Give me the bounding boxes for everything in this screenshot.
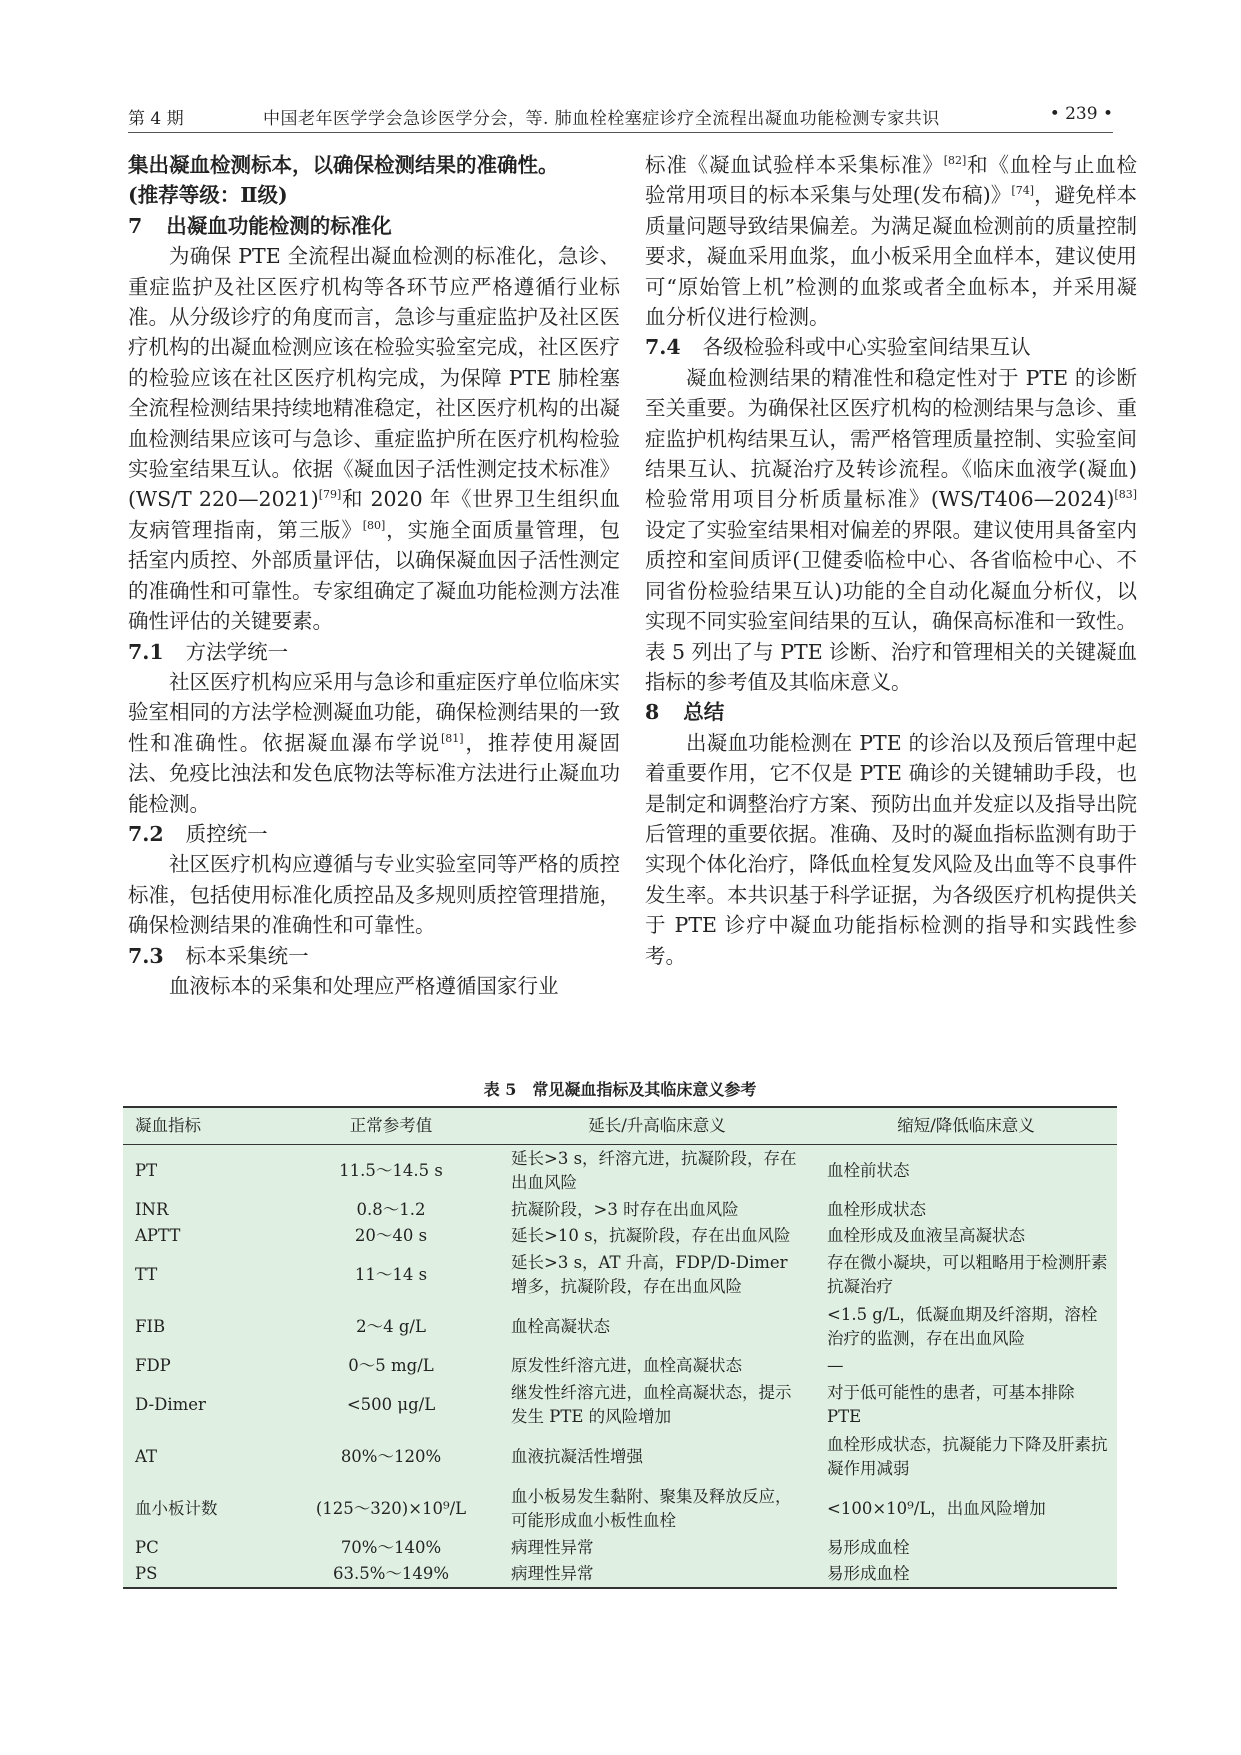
paragraph-text: 标准《凝血试验样本采集标准》 [645,153,944,177]
table-cell: 血栓高凝状态 [511,1316,610,1336]
paragraph-text: 和《血栓与止血检验常用项目的标本采集与处理(发布稿)》 [645,153,1138,208]
paragraph [128,241,620,636]
section-number: 7.4 [645,335,681,360]
table-cell: 11.5～14.5 s [339,1160,443,1180]
table-cell: FDP [135,1355,171,1375]
table-cell: 血栓形成及血液呈高凝状态 [827,1225,1025,1245]
table-cell: <100×10⁹/L，出血风险增加 [827,1498,1046,1518]
table-cell: 80%～120% [340,1446,442,1466]
section-heading-7-4 [645,332,1137,362]
section-title: 各级检验科或中心实验室间结果互认 [702,335,1031,360]
table-cell: 11～14 s [354,1264,428,1284]
table-cell: TT [135,1264,158,1284]
table-cell: D-Dimer [135,1394,206,1414]
citation-ref: [83] [1114,488,1137,502]
table-cell: 血栓形成状态 [827,1199,926,1219]
table-cell: INR [135,1199,169,1219]
paragraph-text: ，实施全面质量管理，包括室内质控、外部质量评估，以确保凝血因子活性测定的准确性和可靠性。专家组确定了凝血功能检测方法准确性评估的关键要素。 [128,517,620,634]
table-cell: 延长>3 s，AT 升高，FDP/D-Dimer 增多，抗凝阶段，存在出血风险 [511,1252,788,1296]
section-heading-7-3 [128,941,620,971]
table-cell: 易形成血栓 [827,1537,910,1557]
citation-ref: [81] [440,731,464,745]
issue-number: 第 4 期 [128,109,184,129]
column-header: 正常参考值 [349,1116,433,1135]
table-cell: 病理性异常 [511,1537,594,1557]
table-5 [123,1077,1117,1589]
section-title: 质控统一 [185,821,268,846]
section-number: 7.3 [128,943,164,968]
recommendation-grade: (推荐等级：Ⅱ级) [128,183,288,208]
table-caption: 表 5 常见凝血指标及其临床意义参考 [483,1080,757,1099]
section-title: 出凝血功能检测的标准化 [166,213,392,238]
paragraph-text: 设定了实验室结果相对偏差的界限。建议使用具备室内质控和室间质评(卫健委临检中心、各省临检中心、不同省份检验结果互认)功能的全自动化凝血分析仪，以实现不同实验室间结果的互认，确保高标准和一致性。表 5 列出了与 PTE 诊断、治疗和管理相关的关键凝血指标的参考值及其临床意义。 [645,517,1137,694]
table-cell: 63.5%～149% [332,1563,450,1583]
section-number: 8 [645,700,660,725]
table-cell: 继发性纤溶亢进，血栓高凝状态，提示发生 PTE 的风险增加 [511,1382,792,1426]
paragraph: 社区医疗机构应遵循与专业实验室同等严格的质控标准，包括使用标准化质控品及多规则质控管理措施，确保检测结果的准确性和可靠性。 [128,852,620,938]
page-number: • 239 • [1049,104,1113,124]
table-cell: 0～5 mg/L [348,1355,434,1375]
table-row [123,1353,1117,1379]
citation-ref: [74] [1011,184,1034,198]
paragraph: 出凝血功能检测在 PTE 的诊治以及预后管理中起着重要作用，它不仅是 PTE 确诊的关键辅助手段，也是制定和调整治疗方案、预防出血并发症以及指导出院后管理的重要依据。准确、及时的凝血指标监测有助于实现个体化治疗，降低血栓复发风险及出血等不良事件发生率。本共识基于科学证据，为各级医疗机构提供关于 PTE 诊疗中凝血功能指标检测的指导和实践性参考。 [645,730,1137,968]
table-cell: 抗凝阶段，>3 时存在出血风险 [511,1199,739,1219]
table-row [123,1483,1117,1535]
citation-ref: [79] [318,488,342,502]
table-cell: 存在微小凝块，可以粗略用于检测肝素抗凝治疗 [827,1252,1108,1296]
section-number: 7.1 [128,639,164,664]
column-header: 延长/升高临床意义 [588,1116,726,1135]
table-cell: FIB [135,1316,166,1336]
table-cell: <500 μg/L [346,1394,436,1414]
table-cell: 2～4 g/L [356,1316,426,1336]
table-row [123,1197,1117,1223]
paragraph-text: ，避免样本质量问题导致结果偏差。为满足凝血检测前的质量控制要求，凝血采用血浆，血小板采用全血样本，建议使用可“原始管上机”检测的血浆或者全血标本，并采用凝血分析仪进行检测。 [645,183,1138,330]
paragraph [645,363,1137,697]
section-number: 7.2 [128,821,164,846]
table-cell: — [827,1355,844,1375]
table-row [123,1431,1117,1483]
table-cell: 延长>10 s，抗凝阶段，存在出血风险 [511,1225,791,1245]
column-header: 缩短/降低临床意义 [897,1116,1035,1135]
citation-ref: [82] [943,154,967,168]
table-row [123,1561,1117,1588]
section-title: 标本采集统一 [185,943,309,968]
table-cell: 20～40 s [354,1225,428,1245]
column-header: 凝血指标 [135,1116,201,1135]
paragraph [128,667,620,819]
table-cell: PC [135,1537,159,1557]
table-row [123,1249,1117,1301]
section-heading-7-1 [128,637,620,667]
table-cell: (125～320)×10⁹/L [315,1498,467,1518]
table-cell: 血栓形成状态，抗凝能力下降及肝素抗凝作用减弱 [827,1434,1108,1478]
section-title: 总结 [683,700,725,725]
paragraph-text: 和 2020 年《世界卫生组织血友病管理指南，第三版》 [128,487,620,542]
table-cell: 原发性纤溶亢进，血栓高凝状态 [511,1355,742,1375]
paragraph-text: 凝血检测结果的精准性和稳定性对于 PTE 的诊断至关重要。为确保社区医疗机构的检测结果与急诊、重症监护机构结果互认，需严格管理质量控制、实验室间结果互认、抗凝治疗及转诊流程。《临床血液学(凝血)检验常用项目分析质量标准》(WS/T406—2024) [645,365,1137,512]
section-title: 方法学统一 [185,639,289,664]
table-cell: 对于低可能性的患者，可基本排除 PTE [827,1382,1075,1426]
table-cell: 70%～140% [340,1537,442,1557]
paragraph-text: ，推荐使用凝固法、免疫比浊法和发色底物法等标准方法进行止凝血功能检测。 [128,730,620,816]
table-cell: PS [135,1563,158,1583]
paragraph-text: 集出凝血检测标本，以确保检测结果的准确性。 [128,153,559,177]
table-cell: 血小板易发生黏附、聚集及释放反应，可能形成血小板性血栓 [511,1486,792,1530]
section-number: 7 [128,213,143,238]
table-cell: 0.8～1.2 [356,1199,426,1219]
paragraph-text: 为确保 PTE 全流程出凝血检测的标准化，急诊、重症监护及社区医疗机构等各环节应严格遵循行业标准。从分级诊疗的角度而言，急诊与重症监护及社区医疗机构的出凝血检测应该在检验实验室完成，社区医疗的检验应该在社区医疗机构完成，为保障 PTE 肺栓塞全流程检测结果持续地精准稳定，社区医疗机构的出凝血检测结果应该可与急诊、重症监护所在医疗机构检验实验室结果互认。依据《凝血因子活性测定技术标准》(WS/T 220—2021) [128,244,620,512]
table-cell: AT [135,1446,158,1466]
section-heading-8 [645,697,1137,727]
table-header-row [123,1107,1117,1145]
running-title: 中国老年医学学会急诊医学分会，等. 肺血栓栓塞症诊疗全流程出凝血功能检测专家共识 [263,109,940,129]
table-cell: 血小板计数 [135,1498,218,1518]
table-row [123,1301,1117,1353]
section-heading-7 [128,211,620,241]
table-row [123,1379,1117,1431]
table-cell: 病理性异常 [511,1563,594,1583]
table-cell: 血栓前状态 [827,1160,910,1180]
table-cell: 延长>3 s，纤溶亢进，抗凝阶段，存在出血风险 [511,1148,797,1192]
recommendation-line [128,150,620,211]
section-heading-7-2 [128,819,620,849]
table-cell: <1.5 g/L，低凝血期及纤溶期，溶栓治疗的监测，存在出血风险 [827,1304,1098,1348]
table-row [123,1535,1117,1561]
coagulation-table [123,1106,1117,1589]
paragraph: 血液标本的采集和处理应严格遵循国家行业 [169,973,559,998]
citation-ref: [80] [362,519,386,533]
table-row [123,1223,1117,1249]
running-header [128,100,1113,133]
table-cell: 易形成血栓 [827,1563,910,1583]
table-cell: 血液抗凝活性增强 [511,1446,643,1466]
left-column [128,150,620,1001]
table-row [123,1145,1117,1197]
table-cell: APTT [135,1225,181,1245]
paragraph-text: 社区医疗机构应采用与急诊和重症医疗单位临床实验室相同的方法学检测凝血功能，确保检测结果的一致性和准确性。依据凝血瀑布学说 [128,669,620,755]
table-cell: PT [135,1160,158,1180]
right-column [645,150,1137,971]
paragraph [645,150,1137,332]
